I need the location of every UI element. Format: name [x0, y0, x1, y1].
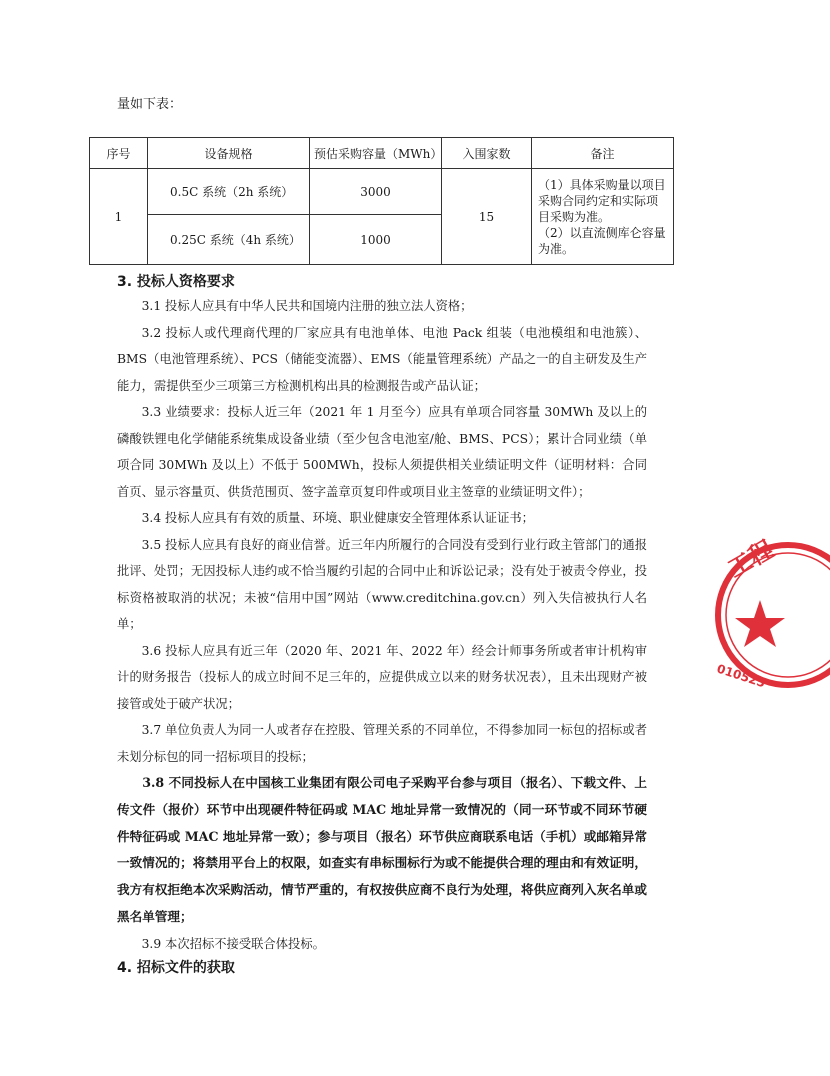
- table-row: [90, 169, 674, 215]
- clause: 3.6 投标人应具有近三年（2020 年、2021 年、2022 年）经会计师事务所或者审计机构审计的财务报告（投标人的成立时间不足三年的，应提供成立以来的财务状况表），且未出现财产被接管或处于破产状况；: [117, 643, 647, 711]
- table-header-row: [90, 138, 674, 169]
- note-line: （1）具体采购量以项目采购合同约定和实际项目采购为准。: [538, 177, 666, 224]
- header-cell: 设备规格: [148, 138, 310, 169]
- spec-cell: 0.25C 系统（4h 系统）: [148, 215, 310, 265]
- seal-text: 工程: [723, 534, 779, 584]
- procurement-table: [89, 137, 674, 265]
- company-seal-icon: [710, 520, 830, 710]
- intro-text: 量如下表：: [117, 97, 183, 112]
- clause: 3.9 本次招标不接受联合体投标。: [141, 936, 325, 951]
- note-line: （2）以直流侧库仑容量为准。: [538, 225, 666, 256]
- capacity-cell: 1000: [310, 215, 442, 265]
- header-cell: 序号: [90, 138, 148, 169]
- clause: 3.2 投标人或代理商代理的厂家应具有电池单体、电池 Pack 组装（电池模组和电池簇）、BMS（电池管理系统）、PCS（储能变流器）、EMS（能量管理系统）产品之一的自主研发及生产能力，需提供至少三项第三方检测机构出具的检测报告或产品认证；: [117, 325, 647, 393]
- header-cell: 备注: [532, 138, 674, 169]
- section-3-body: [117, 293, 647, 957]
- clause: 3.3 业绩要求：投标人近三年（2021 年 1 月至今）应具有单项合同容量 30MWh 及以上的磷酸铁锂电化学储能系统集成设备业绩（至少包含电池室/舱、BMS、PCS）；累计合同业绩（单项合同 30MWh 及以上）不低于 500MWh，投标人须提供相关业绩证明文件（证明材料：合同首页、显示容量页、供货范围页、签字盖章页复印件或项目业主签章的业绩证明文件）；: [117, 405, 647, 499]
- note-cell: [532, 169, 674, 265]
- clause: 3.1 投标人应具有中华人民共和国境内注册的独立法人资格；: [141, 299, 473, 313]
- header-cell: 预估采购容量（MWh）: [310, 138, 442, 169]
- winners-cell: 15: [442, 169, 532, 265]
- clause-bold: 3.8 不同投标人在中国核工业集团有限公司电子采购平台参与项目（报名）、下载文件、上传文件（报价）环节中出现硬件特征码或 MAC 地址异常一致情况的（同一环节或不同环节硬件特征码或 MAC 地址异常一致）；参与项目（报名）环节供应商联系电话（手机）或邮箱异常一致情况的；将禁用平台上的权限，如查实有串标围标行为或不能提供合理的理由和有效证明，我方有权拒绝本次采购活动，情节严重的，有权按供应商不良行为处理，将供应商列入灰名单或黑名单管理；: [117, 775, 647, 924]
- section-3-heading: 3. 投标人资格要求: [117, 274, 235, 290]
- clause: 3.7 单位负责人为同一人或者存在控股、管理关系的不同单位，不得参加同一标包的招标或者未划分标包的同一招标项目的投标；: [117, 723, 647, 764]
- capacity-cell: 3000: [310, 169, 442, 215]
- header-cell: 入围家数: [442, 138, 532, 169]
- spec-cell: 0.5C 系统（2h 系统）: [148, 169, 310, 215]
- clause: 3.4 投标人应具有有效的质量、环境、职业健康安全管理体系认证证书；: [141, 511, 534, 525]
- section-4-heading: 4. 招标文件的获取: [117, 960, 235, 976]
- row-number: 1: [90, 169, 148, 265]
- clause: 3.5 投标人应具有良好的商业信誉。近三年内所履行的合同没有受到行业行政主管部门的通报批评、处罚；无因投标人违约或不恰当履约引起的合同中止和诉讼记录；没有处于被责令停业，投标资格被取消的状况；未被“信用中国”网站（www.creditchina.gov.cn）列入失信被执行人名单；: [117, 537, 647, 631]
- seal-digits: 010525: [715, 661, 768, 691]
